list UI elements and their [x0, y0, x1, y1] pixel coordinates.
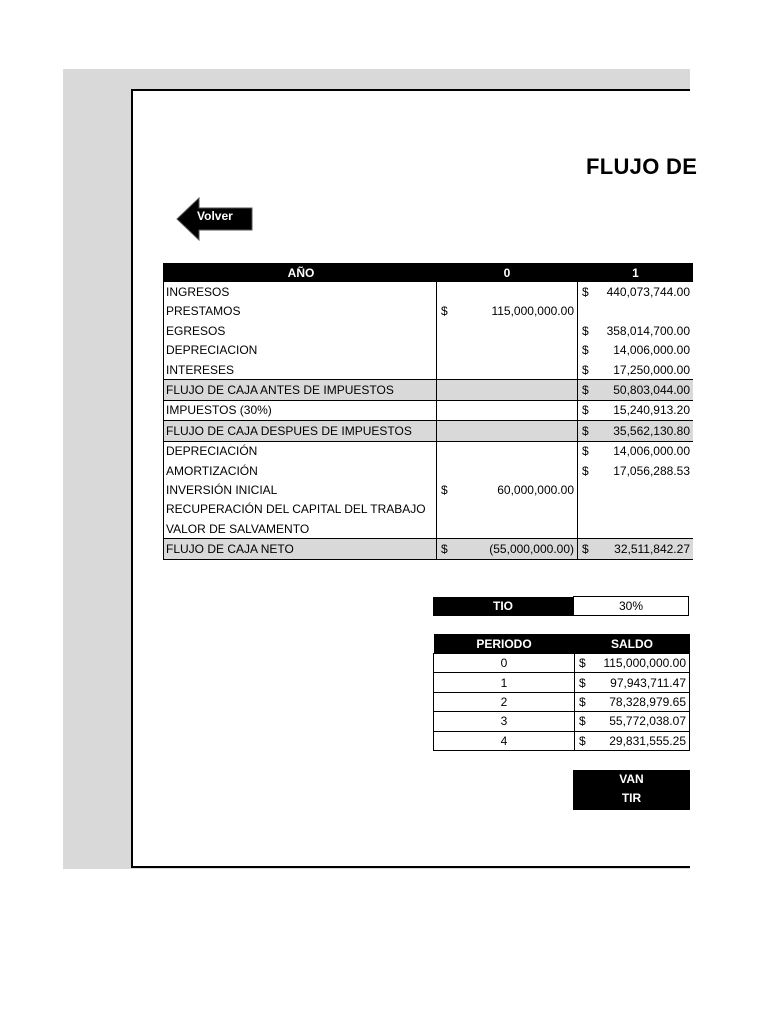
row-label[interactable]: INGRESOS [164, 282, 437, 301]
year-0-cell[interactable] [437, 341, 578, 360]
table-row [164, 400, 694, 420]
row-label[interactable]: DEPRECIACIÓN [164, 441, 437, 461]
table-row [164, 380, 694, 400]
currency-symbol: $ [582, 362, 589, 377]
currency-symbol: $ [582, 343, 589, 358]
row-label[interactable]: RECUPERACIÓN DEL CAPITAL DEL TRABAJO [164, 500, 437, 519]
periodo-cell[interactable]: 3 [434, 712, 575, 731]
year-1-cell[interactable] [578, 500, 694, 519]
year-1-cell[interactable] [578, 341, 694, 360]
amortization-table [433, 634, 690, 751]
currency-symbol: $ [582, 323, 589, 338]
year-1-cell[interactable] [578, 519, 694, 539]
cell-value: 115,000,000.00 [491, 304, 574, 319]
year-1-cell[interactable] [578, 302, 694, 321]
year-0-cell[interactable] [437, 400, 578, 420]
currency-symbol: $ [441, 542, 448, 557]
cell-value: 115,000,000.00 [603, 656, 686, 671]
table-row [434, 673, 690, 692]
table-row [164, 519, 694, 539]
periodo-cell[interactable]: 4 [434, 731, 575, 750]
year-0-cell[interactable] [437, 380, 578, 400]
year-1-cell[interactable] [578, 380, 694, 400]
table-row [434, 654, 690, 673]
row-label[interactable]: PRESTAMOS [164, 302, 437, 321]
tio-value[interactable]: 30% [574, 597, 689, 616]
table-row [164, 539, 694, 559]
year-0-cell[interactable] [437, 321, 578, 340]
cell-value: 35,562,130.80 [613, 423, 690, 438]
year-0-cell[interactable] [437, 519, 578, 539]
currency-symbol: $ [579, 694, 586, 709]
year-0-cell[interactable] [437, 441, 578, 461]
year-0-cell[interactable] [437, 539, 578, 559]
currency-symbol: $ [582, 542, 589, 557]
saldo-cell[interactable] [575, 731, 690, 750]
year-1-cell[interactable] [578, 539, 694, 559]
cell-value: 17,250,000.00 [613, 362, 690, 377]
year-0-cell[interactable] [437, 500, 578, 519]
cell-value: 358,014,700.00 [606, 323, 690, 338]
currency-symbol: $ [441, 482, 448, 497]
year-0-cell[interactable] [437, 461, 578, 480]
cell-value: 97,943,711.47 [610, 675, 686, 690]
tir-label: TIR [621, 791, 642, 805]
table-row [164, 321, 694, 340]
cell-value: (55,000,000.00) [489, 542, 574, 557]
year-0-cell[interactable] [437, 302, 578, 321]
currency-symbol: $ [579, 733, 586, 748]
year-0-cell[interactable] [437, 360, 578, 380]
header-saldo: SALDO [575, 634, 690, 654]
row-label[interactable]: INTERESES [164, 360, 437, 380]
header-year-1: 1 [578, 263, 694, 282]
year-1-cell[interactable] [578, 282, 694, 301]
tio-table [433, 596, 689, 616]
header-periodo: PERIODO [434, 634, 575, 654]
cell-value: 60,000,000.00 [497, 482, 574, 497]
cell-value: 14,006,000.00 [613, 444, 690, 459]
van-label: VAN [619, 772, 644, 786]
row-label[interactable]: DEPRECIACION [164, 341, 437, 360]
van-tir-box [573, 770, 690, 810]
saldo-cell[interactable] [575, 712, 690, 731]
cell-value: 17,056,288.53 [613, 463, 690, 478]
currency-symbol: $ [579, 714, 586, 729]
currency-symbol: $ [582, 463, 589, 478]
year-1-cell[interactable] [578, 480, 694, 499]
row-label[interactable]: FLUJO DE CAJA NETO [164, 539, 437, 559]
year-1-cell[interactable] [578, 441, 694, 461]
cell-value: 55,772,038.07 [609, 714, 686, 729]
currency-symbol: $ [582, 383, 589, 398]
table-row [164, 302, 694, 321]
saldo-cell[interactable] [575, 692, 690, 711]
year-1-cell[interactable] [578, 400, 694, 420]
header-ano: AÑO [164, 263, 437, 282]
table-row [434, 692, 690, 711]
cell-value: 14,006,000.00 [613, 343, 690, 358]
row-label[interactable]: FLUJO DE CAJA ANTES DE IMPUESTOS [164, 380, 437, 400]
cell-value: 50,803,044.00 [613, 383, 690, 398]
currency-symbol: $ [582, 444, 589, 459]
year-1-cell[interactable] [578, 421, 694, 441]
header-year-0: 0 [437, 263, 578, 282]
cell-value: 440,073,744.00 [606, 285, 690, 300]
table-row [164, 441, 694, 461]
tio-label: TIO [433, 597, 574, 616]
table-row [164, 360, 694, 380]
periodo-cell[interactable]: 0 [434, 654, 575, 673]
periodo-cell[interactable]: 1 [434, 673, 575, 692]
row-label[interactable]: AMORTIZACIÓN [164, 461, 437, 480]
table-row [164, 421, 694, 441]
periodo-cell[interactable]: 2 [434, 692, 575, 711]
saldo-cell[interactable] [575, 673, 690, 692]
currency-symbol: $ [441, 304, 448, 319]
row-label[interactable]: FLUJO DE CAJA DESPUES DE IMPUESTOS [164, 421, 437, 441]
year-1-cell[interactable] [578, 360, 694, 380]
cell-value: 29,831,555.25 [609, 733, 686, 748]
currency-symbol: $ [579, 656, 586, 671]
volver-button[interactable] [176, 197, 254, 241]
cell-value: 15,240,913.20 [613, 403, 690, 418]
table-row [164, 282, 694, 301]
currency-symbol: $ [582, 285, 589, 300]
currency-symbol: $ [582, 423, 589, 438]
currency-symbol: $ [579, 675, 586, 690]
year-1-cell[interactable] [578, 321, 694, 340]
table-row [164, 500, 694, 519]
row-label[interactable]: INVERSIÓN INICIAL [164, 480, 437, 499]
cell-value: 78,328,979.65 [609, 694, 686, 709]
year-0-cell[interactable] [437, 282, 578, 301]
volver-label: Volver [197, 209, 233, 223]
year-0-cell[interactable] [437, 421, 578, 441]
row-label[interactable]: VALOR DE SALVAMENTO [164, 519, 437, 539]
page-title: FLUJO DE [586, 154, 698, 179]
table-row [164, 341, 694, 360]
year-1-cell[interactable] [578, 461, 694, 480]
table-row [434, 712, 690, 731]
cashflow-table [163, 263, 693, 560]
currency-symbol: $ [582, 403, 589, 418]
table-row [434, 731, 690, 750]
table-row [164, 461, 694, 480]
table-row [164, 480, 694, 499]
saldo-cell[interactable] [575, 654, 690, 673]
row-label[interactable]: EGRESOS [164, 321, 437, 340]
row-label[interactable]: IMPUESTOS (30%) [164, 400, 437, 420]
cell-value: 32,511,842.27 [614, 542, 690, 557]
year-0-cell[interactable] [437, 480, 578, 499]
